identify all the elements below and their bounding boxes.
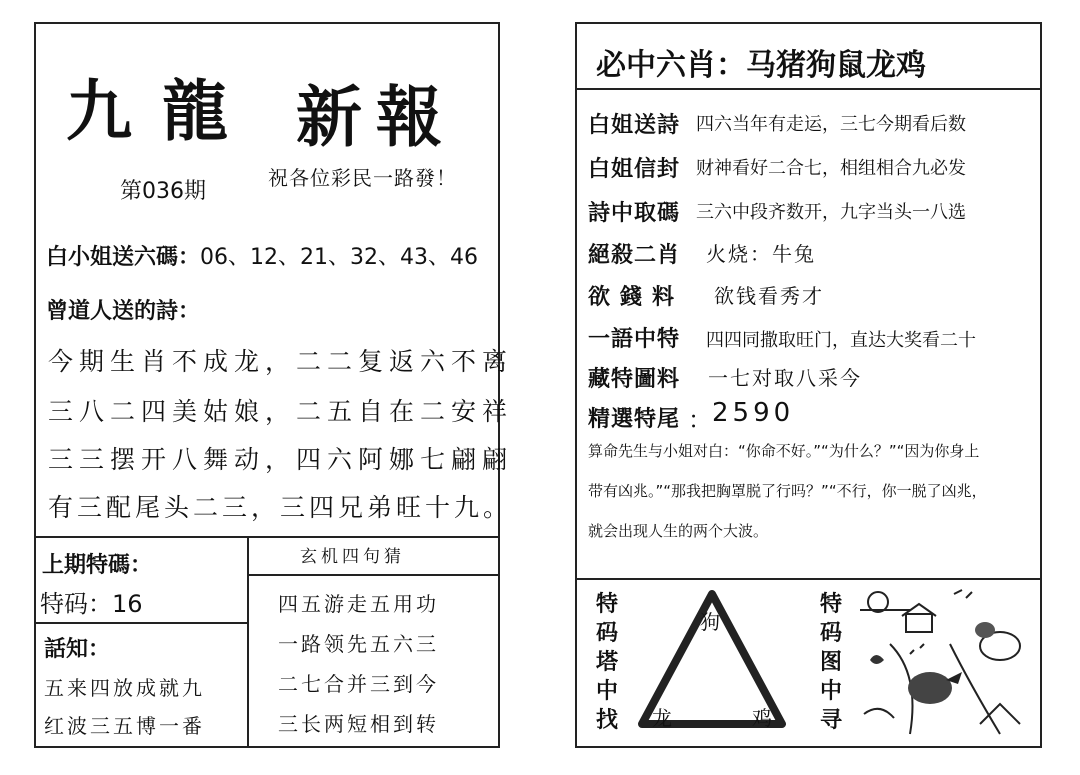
right-bottom-divider (575, 578, 1042, 580)
picture-label-5: 寻 (819, 708, 842, 733)
row-label-7: 藏特圖料 (588, 367, 681, 392)
six-codes-label: 白小姐送六碼： (46, 245, 201, 270)
saying-line-2: 红波三五博一番 (44, 714, 205, 738)
riddle-line-4: 三长两短相到转 (278, 712, 439, 736)
tower-right: 鸡 (752, 706, 772, 730)
riddle-line-1: 四五游走五用功 (278, 592, 439, 616)
tower-label-3: 塔 (595, 650, 618, 675)
issue-number: 第036期 (120, 179, 206, 204)
right-header-divider (575, 88, 1042, 90)
six-codes (46, 240, 478, 271)
row-value-3: 三六中段齐数开，九字当头一八选 (696, 202, 966, 223)
last-issue-label: 上期特碼： (42, 553, 153, 578)
left-sub-divider (34, 622, 247, 624)
tower-label-2: 码 (595, 621, 618, 646)
picture-label-2: 码 (819, 621, 842, 646)
riddle-line-2: 一路领先五六三 (278, 632, 439, 656)
title-char-1: 九 (66, 72, 136, 150)
picture-label-4: 中 (819, 679, 842, 704)
picture-label (816, 590, 846, 735)
last-special-code: 特码：16 (40, 590, 143, 618)
tower-label (592, 590, 622, 735)
row-value-4: 火烧：牛兔 (706, 242, 816, 266)
picture-label-3: 图 (819, 650, 842, 675)
row-value-6: 四四同撒取旺门，直达大奖看二十 (706, 330, 976, 351)
tower-label-4: 中 (595, 679, 618, 704)
row-value-8: 2590 (712, 398, 795, 428)
row-value-1: 四六当年有走运，三七今期看后数 (696, 114, 966, 135)
riddle-title-divider (247, 574, 500, 576)
row-value-2: 财神看好二合七，相组相合九必发 (696, 158, 966, 179)
story-line-1: 算命先生与小姐对白：“你命不好。”“为什么？”“因为你身上 (588, 442, 980, 460)
row-label-2: 白姐信封 (588, 157, 681, 182)
newspaper-title (66, 58, 466, 156)
poem-line-2: 三八二四美姑娘，二五自在二安祥 (48, 397, 514, 426)
saying-label: 話知： (44, 637, 111, 662)
riddle-title: 玄机四句猜 (300, 547, 405, 567)
row-label-4: 絕殺二肖 (588, 243, 681, 268)
six-xiao (596, 40, 926, 84)
title-char-3: 新 (296, 78, 366, 156)
left-divider (34, 536, 500, 538)
story-line-2: 带有凶兆。”“那我把胸罩脱了行吗？”“不行，你一脱了凶兆， (588, 482, 987, 500)
poem-line-4: 有三配尾头二三，三四兄弟旺十九。 (48, 493, 513, 522)
row-label-8: 精選特尾 (588, 407, 681, 432)
poem-label: 曾道人送的詩： (46, 299, 201, 324)
poem-line-1: 今期生肖不成龙，二二复返六不离 (48, 347, 514, 376)
six-codes-value: 06、12、21、32、43、46 (200, 245, 478, 270)
row-label-3: 詩中取碼 (588, 201, 681, 226)
title-char-2: 龍 (162, 72, 232, 150)
row-label-6: 一語中特 (588, 327, 681, 352)
tower-label-1: 特 (595, 592, 618, 617)
puzzle-picture-icon (850, 584, 1036, 742)
row-label-5: 欲錢料 (588, 285, 685, 310)
six-xiao-value: 马猪狗鼠龙鸡 (746, 48, 926, 83)
left-vdivider (247, 536, 249, 748)
riddle-line-3: 二七合并三到今 (278, 672, 439, 696)
row-value-5: 欲钱看秀才 (714, 284, 824, 308)
tower-top: 狗 (700, 610, 720, 634)
tower-left: 龙 (652, 706, 672, 730)
story-line-3: 就会出现人生的两个大波。 (588, 522, 769, 540)
row-colon-8: ： (688, 406, 712, 434)
six-xiao-label: 必中六肖： (596, 48, 746, 83)
tower-label-5: 找 (595, 708, 618, 733)
poem-line-3: 三三摆开八舞动，四六阿娜七翩翩 (48, 445, 514, 474)
greeting: 祝各位彩民一路發！ (268, 166, 457, 190)
title-char-4: 報 (376, 78, 446, 156)
saying-line-1: 五来四放成就九 (44, 676, 205, 700)
row-label-1: 白姐送詩 (588, 113, 681, 138)
row-value-7: 一七对取八采今 (708, 366, 862, 390)
picture-label-1: 特 (819, 592, 842, 617)
